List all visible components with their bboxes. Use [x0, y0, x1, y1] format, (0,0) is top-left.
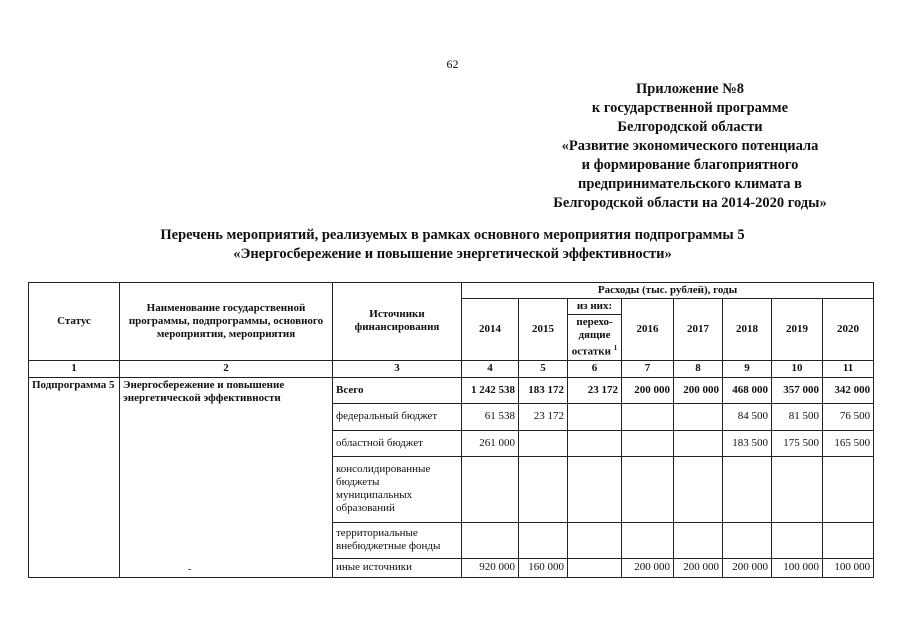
value-cell — [568, 456, 622, 522]
header-carryover-label: перехо-дящие остатки — [571, 316, 613, 358]
column-number: 1 — [29, 360, 120, 377]
value-cell: 23 172 — [519, 403, 568, 430]
value-cell — [622, 456, 674, 522]
header-of-which: из них: — [568, 299, 622, 315]
header-year-2017: 2017 — [674, 299, 723, 361]
column-number: 10 — [772, 360, 823, 377]
value-cell — [462, 456, 519, 522]
page-number: 62 — [446, 57, 459, 71]
table-title-line: «Энергосбережение и повышение энергетической эффективности» — [233, 246, 672, 262]
program-name-cell: Энергосбережение и повышение энергетической эффективности — [120, 377, 333, 577]
header-carryover — [568, 315, 622, 361]
column-number: 6 — [568, 360, 622, 377]
appendix-line: к государственной программе — [591, 100, 789, 116]
table-title — [0, 226, 905, 264]
value-cell: 84 500 — [723, 403, 772, 430]
stray-mark: - — [188, 564, 192, 575]
source-cell: федеральный бюджет — [333, 403, 462, 430]
value-cell — [622, 522, 674, 558]
table-title-line: Перечень мероприятий, реализуемых в рамках основного мероприятия подпрограммы 5 — [160, 227, 745, 243]
header-year-2014: 2014 — [462, 299, 519, 361]
value-cell: 61 538 — [462, 403, 519, 430]
value-cell — [519, 522, 568, 558]
value-cell — [674, 430, 723, 456]
value-cell — [568, 403, 622, 430]
value-cell: 357 000 — [772, 377, 823, 403]
value-cell: 468 000 — [723, 377, 772, 403]
footnote-marker: 1 — [613, 344, 618, 352]
status-cell: Подпрограмма 5 — [29, 377, 120, 577]
value-cell: 81 500 — [772, 403, 823, 430]
header-year-2020: 2020 — [823, 299, 874, 361]
value-cell — [674, 403, 723, 430]
value-cell: 100 000 — [823, 558, 874, 577]
source-cell: областной бюджет — [333, 430, 462, 456]
value-cell: 165 500 — [823, 430, 874, 456]
value-cell: 76 500 — [823, 403, 874, 430]
value-cell: 200 000 — [723, 558, 772, 577]
value-cell — [568, 522, 622, 558]
header-year-2016: 2016 — [622, 299, 674, 361]
value-cell: 183 172 — [519, 377, 568, 403]
value-cell: 342 000 — [823, 377, 874, 403]
column-number: 7 — [622, 360, 674, 377]
header-status: Статус — [29, 283, 120, 361]
value-cell: 261 000 — [462, 430, 519, 456]
appendix-line: Белгородской области на 2014-2020 годы» — [553, 195, 827, 211]
appendix-line: Приложение №8 — [635, 81, 745, 97]
header-program-name: Наименование государственной программы, подпрограммы, основного мероприятия, мероприятия — [120, 283, 333, 361]
value-cell: 183 500 — [723, 430, 772, 456]
value-cell: 100 000 — [772, 558, 823, 577]
value-cell — [823, 456, 874, 522]
value-cell — [622, 403, 674, 430]
source-cell: иные источники — [333, 558, 462, 577]
header-year-2015: 2015 — [519, 299, 568, 361]
column-number: 4 — [462, 360, 519, 377]
value-cell — [674, 456, 723, 522]
column-number: 11 — [823, 360, 874, 377]
appendix-line: «Развитие экономического потенциала — [561, 138, 819, 154]
value-cell — [823, 522, 874, 558]
expenses-table — [28, 282, 874, 578]
source-cell: Всего — [333, 377, 462, 403]
value-cell — [772, 456, 823, 522]
value-cell: 200 000 — [622, 558, 674, 577]
column-number: 5 — [519, 360, 568, 377]
value-cell — [772, 522, 823, 558]
header-sources: Источники финансирования — [333, 283, 462, 361]
value-cell: 23 172 — [568, 377, 622, 403]
value-cell — [622, 430, 674, 456]
appendix-line: Белгородской области — [617, 119, 763, 135]
value-cell: 200 000 — [674, 558, 723, 577]
value-cell — [723, 456, 772, 522]
appendix-header — [520, 80, 860, 213]
table-row — [29, 377, 874, 403]
header-year-2018: 2018 — [723, 299, 772, 361]
source-cell: консолидированные бюджеты муниципальных образований — [333, 456, 462, 522]
value-cell — [723, 522, 772, 558]
appendix-line: предпринимательского климата в — [578, 176, 802, 192]
value-cell — [519, 456, 568, 522]
value-cell — [568, 430, 622, 456]
value-cell — [519, 430, 568, 456]
value-cell: 200 000 — [622, 377, 674, 403]
value-cell: 920 000 — [462, 558, 519, 577]
value-cell — [568, 558, 622, 577]
column-number: 9 — [723, 360, 772, 377]
value-cell: 1 242 538 — [462, 377, 519, 403]
value-cell: 200 000 — [674, 377, 723, 403]
value-cell: 175 500 — [772, 430, 823, 456]
value-cell — [462, 522, 519, 558]
column-number: 2 — [120, 360, 333, 377]
header-year-2019: 2019 — [772, 299, 823, 361]
appendix-line: и формирование благоприятного — [581, 157, 799, 173]
header-expenses: Расходы (тыс. рублей), годы — [462, 283, 874, 299]
value-cell — [674, 522, 723, 558]
value-cell: 160 000 — [519, 558, 568, 577]
column-number: 3 — [333, 360, 462, 377]
column-number: 8 — [674, 360, 723, 377]
source-cell: территориальные внебюджетные фонды — [333, 522, 462, 558]
